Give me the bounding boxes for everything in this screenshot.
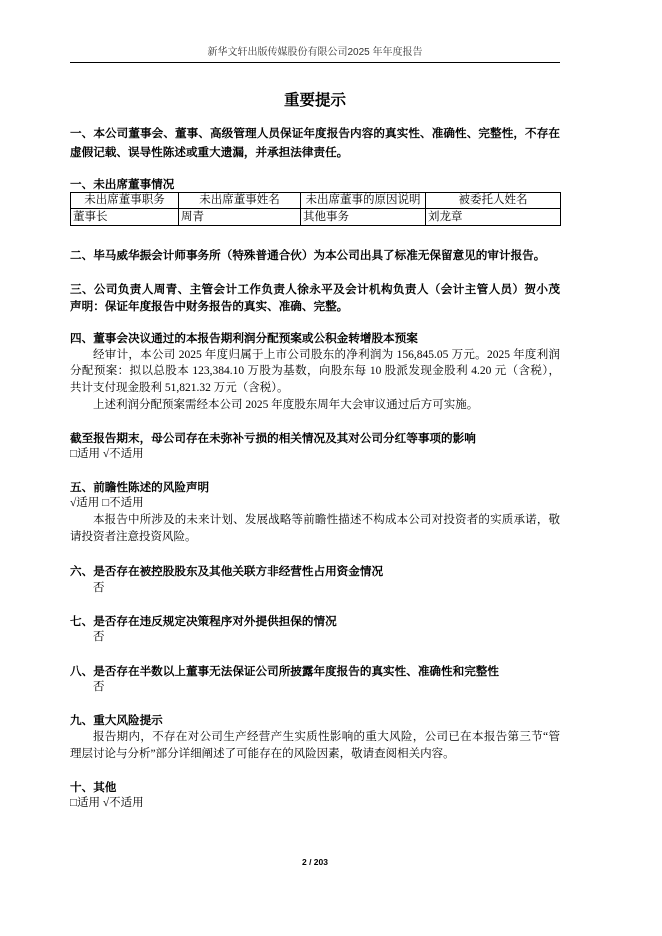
table-cell: 其他事务 [301, 209, 426, 226]
page-number: 2 / 203 [302, 857, 328, 867]
paragraph-line: 本报告中所涉及的未来计划、发展战略等前瞻性描述不构成本公司对投资者的实质承诺，敬 [93, 513, 560, 526]
header-rule [70, 62, 560, 63]
director-assurance-heading: 八、是否存在半数以上董事无法保证公司所披露年度报告的真实性、准确性和完整性 [70, 664, 499, 678]
answer-text: 否 [93, 581, 105, 594]
director-assurance-answer [70, 679, 560, 696]
absent-directors-table [70, 192, 561, 226]
profit-distribution-paragraph [70, 347, 560, 397]
statement-line: 三、公司负责人周青、主管会计工作负责人徐永平及会计机构负责人（会计主管人员）贺小茂 [70, 282, 560, 296]
statement-line: 一、本公司董事会、董事、高级管理人员保证年度报告内容的真实性、准确性、完整性，不存在 [70, 126, 560, 140]
column-header: 未出席董事的原因说明 [301, 193, 426, 209]
table-cell: 刘龙章 [426, 209, 561, 226]
paragraph-line: 分配预案：拟以总股本 123,384.10 万股为基数，向股东每 10 股派发现金股利 4.20 元（含税）， [70, 365, 560, 378]
paragraph-line: 理层讨论与分析”部分详细阐述了可能存在的风险因素，敬请查阅相关内容。 [70, 747, 455, 760]
uncovered-losses-heading: 截至报告期末，母公司存在未弥补亏损的相关情况及其对公司分红等事项的影响 [70, 431, 476, 445]
column-header: 未出席董事姓名 [179, 193, 301, 209]
profit-distribution-approval-note [70, 397, 560, 414]
answer-text: 否 [93, 630, 105, 643]
others-applicability: □适用 √不适用 [70, 796, 144, 809]
responsibility-statement [70, 281, 560, 315]
paragraph-line: 共计支付现金股利 51,821.32 万元（含税）。 [70, 381, 289, 394]
forward-looking-risk-paragraph [70, 512, 560, 546]
board-guarantee-statement [70, 124, 560, 162]
others-heading: 十、其他 [70, 780, 117, 794]
running-header: 新华文轩出版传媒股份有限公司2025 年年度报告 [207, 47, 423, 58]
answer-text: 否 [93, 680, 105, 693]
table-cell: 董事长 [71, 209, 179, 226]
statement-line: 声明：保证年度报告中财务报告的真实、准确、完整。 [70, 299, 349, 313]
profit-distribution-heading: 四、董事会决议通过的本报告期利润分配预案或公积金转增股本预案 [70, 331, 418, 345]
major-risks-paragraph [70, 729, 560, 763]
absent-directors-heading: 一、未出席董事情况 [70, 177, 175, 191]
guarantees-heading: 七、是否存在违反规定决策程序对外提供担保的情况 [70, 614, 337, 628]
major-risks-heading: 九、重大风险提示 [70, 713, 163, 727]
uncovered-losses-applicability: □适用 √不适用 [70, 447, 144, 460]
paragraph-line: 报告期内，不存在对公司生产经营产生实质性影响的重大风险，公司已在本报告第三节“管 [93, 730, 560, 743]
forward-looking-risk-applicability: √适用 □不适用 [70, 496, 144, 509]
statement-line: 虚假记载、误导性陈述或重大遗漏，并承担法律责任。 [70, 145, 349, 159]
audit-opinion-statement: 二、毕马威华振会计师事务所（特殊普通合伙）为本公司出具了标准无保留意见的审计报告。 [70, 248, 546, 262]
fund-occupation-answer [70, 580, 560, 597]
column-header: 未出席董事职务 [71, 193, 179, 209]
paragraph-line: 经审计，本公司 2025 年度归属于上市公司股东的净利润为 156,845.05 万元。2025 年度利润 [93, 348, 560, 361]
table-header-row [71, 193, 561, 209]
forward-looking-risk-heading: 五、前瞻性陈述的风险声明 [70, 480, 210, 494]
table-cell: 周青 [179, 209, 301, 226]
fund-occupation-heading: 六、是否存在被控股股东及其他关联方非经营性占用资金情况 [70, 564, 384, 578]
column-header: 被委托人姓名 [426, 193, 561, 209]
paragraph-line: 上述利润分配预案需经本公司 2025 年度股东周年大会审议通过后方可实施。 [93, 398, 479, 411]
page-title: 重要提示 [283, 92, 346, 109]
paragraph-line: 请投资者注意投资风险。 [70, 530, 197, 543]
table-row [71, 209, 561, 226]
guarantees-answer [70, 629, 560, 646]
